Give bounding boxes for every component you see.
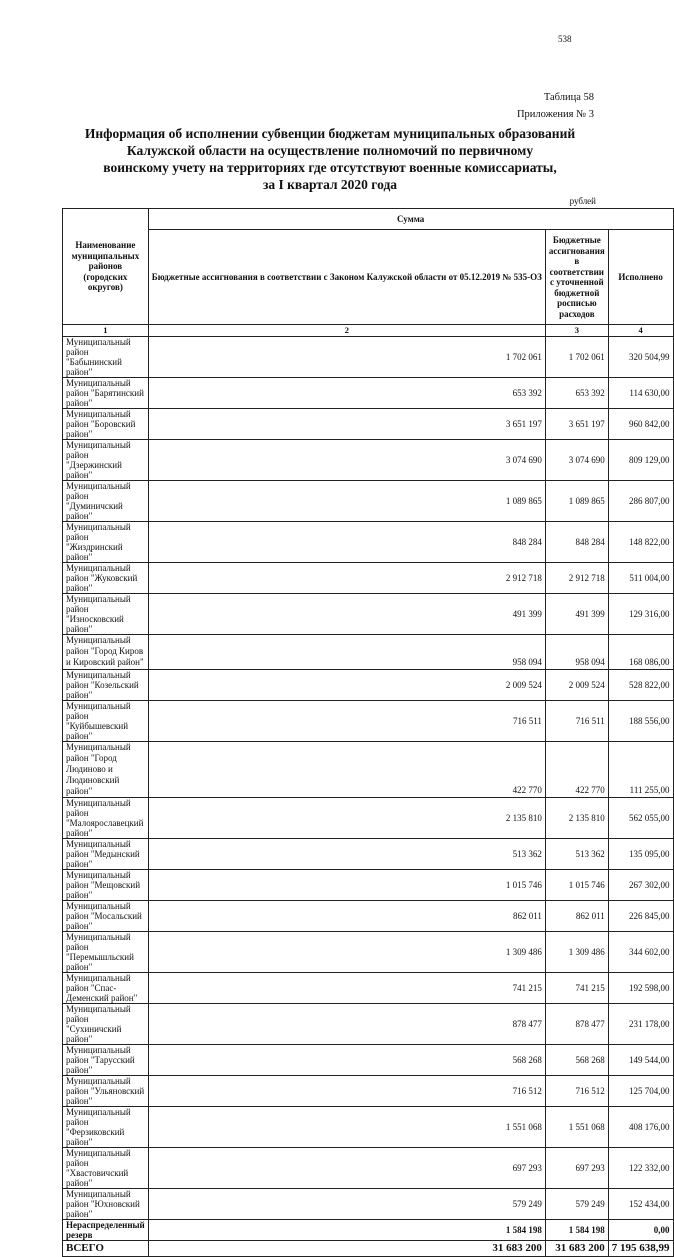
refined-allocation-cell: 491 399 bbox=[545, 593, 608, 634]
table-row bbox=[63, 900, 674, 931]
district-name-cell: Муниципальный район "Сухиничский район" bbox=[63, 1003, 149, 1044]
refined-allocation-cell: 422 770 bbox=[545, 741, 608, 797]
refined-allocation-cell: 579 249 bbox=[545, 1188, 608, 1219]
executed-cell: 960 842,00 bbox=[608, 408, 673, 439]
executed-cell: 188 556,00 bbox=[608, 700, 673, 741]
executed-cell: 231 178,00 bbox=[608, 1003, 673, 1044]
executed-cell: 125 704,00 bbox=[608, 1075, 673, 1106]
law-allocation-cell: 1 584 198 bbox=[148, 1219, 545, 1240]
table-row bbox=[63, 869, 674, 900]
law-allocation-cell: 31 683 200 bbox=[148, 1240, 545, 1257]
document-title bbox=[60, 125, 600, 193]
table-row bbox=[63, 377, 674, 408]
executed-cell: 267 302,00 bbox=[608, 869, 673, 900]
district-name-cell: Муниципальный район "Ферзиковский район" bbox=[63, 1106, 149, 1147]
executed-cell: 344 602,00 bbox=[608, 931, 673, 972]
table-row bbox=[63, 593, 674, 634]
refined-allocation-cell: 878 477 bbox=[545, 1003, 608, 1044]
refined-allocation-cell: 1 089 865 bbox=[545, 480, 608, 521]
refined-allocation-cell: 1 702 061 bbox=[545, 336, 608, 377]
district-name-cell: Муниципальный район "Дзержинский район" bbox=[63, 439, 149, 480]
table-row bbox=[63, 562, 674, 593]
table-row bbox=[63, 521, 674, 562]
district-name-cell: ВСЕГО bbox=[63, 1240, 149, 1257]
table-row bbox=[63, 634, 674, 669]
district-name-cell: Муниципальный район "Жуковский район" bbox=[63, 562, 149, 593]
executed-cell: 122 332,00 bbox=[608, 1147, 673, 1188]
district-name-cell: Муниципальный район "Жиздринский район" bbox=[63, 521, 149, 562]
law-allocation-cell: 653 392 bbox=[148, 377, 545, 408]
refined-allocation-cell: 958 094 bbox=[545, 634, 608, 669]
title-line: Калужской области на осуществление полномочий по первичному bbox=[126, 143, 534, 158]
law-allocation-cell: 568 268 bbox=[148, 1044, 545, 1075]
executed-cell: 286 807,00 bbox=[608, 480, 673, 521]
district-name-cell: Муниципальный район "Медынский район" bbox=[63, 838, 149, 869]
refined-allocation-cell: 513 362 bbox=[545, 838, 608, 869]
law-allocation-cell: 579 249 bbox=[148, 1188, 545, 1219]
refined-allocation-cell: 2 009 524 bbox=[545, 669, 608, 700]
executed-cell: 0,00 bbox=[608, 1219, 673, 1240]
table-row bbox=[63, 931, 674, 972]
refined-allocation-cell: 1 584 198 bbox=[545, 1219, 608, 1240]
table-row bbox=[63, 797, 674, 838]
units-label: рублей bbox=[569, 196, 596, 206]
executed-cell: 192 598,00 bbox=[608, 972, 673, 1003]
law-allocation-cell: 741 215 bbox=[148, 972, 545, 1003]
law-allocation-cell: 2 135 810 bbox=[148, 797, 545, 838]
law-allocation-cell: 878 477 bbox=[148, 1003, 545, 1044]
law-allocation-cell: 1 089 865 bbox=[148, 480, 545, 521]
table-row bbox=[63, 1003, 674, 1044]
table-row bbox=[63, 838, 674, 869]
table-row bbox=[63, 972, 674, 1003]
column-index: 4 bbox=[608, 325, 673, 337]
executed-cell: 129 316,00 bbox=[608, 593, 673, 634]
executed-cell: 7 195 638,99 bbox=[608, 1240, 673, 1257]
refined-allocation-cell: 716 511 bbox=[545, 700, 608, 741]
table-row bbox=[63, 700, 674, 741]
law-allocation-cell: 3 074 690 bbox=[148, 439, 545, 480]
district-name-cell: Муниципальный район "Думиничский район" bbox=[63, 480, 149, 521]
district-name-cell: Муниципальный район "Город Киров и Кировский район" bbox=[63, 634, 149, 669]
header-refined-allocation: Бюджетные ассигнования в соответствии с уточненной бюджетной росписью расходов bbox=[545, 230, 608, 325]
law-allocation-cell: 1 015 746 bbox=[148, 869, 545, 900]
table-row bbox=[63, 1188, 674, 1219]
district-name-cell: Муниципальный район "Перемышльский район" bbox=[63, 931, 149, 972]
law-allocation-cell: 697 293 bbox=[148, 1147, 545, 1188]
refined-allocation-cell: 3 074 690 bbox=[545, 439, 608, 480]
table-row bbox=[63, 439, 674, 480]
executed-cell: 809 129,00 bbox=[608, 439, 673, 480]
refined-allocation-cell: 2 135 810 bbox=[545, 797, 608, 838]
district-name-cell: Нераспределенный резерв bbox=[63, 1219, 149, 1240]
table-row bbox=[63, 1147, 674, 1188]
law-allocation-cell: 422 770 bbox=[148, 741, 545, 797]
law-allocation-cell: 716 511 bbox=[148, 700, 545, 741]
table-row bbox=[63, 1106, 674, 1147]
page-number: 538 bbox=[558, 34, 572, 44]
executed-cell: 111 255,00 bbox=[608, 741, 673, 797]
executed-cell: 528 822,00 bbox=[608, 669, 673, 700]
law-allocation-cell: 848 284 bbox=[148, 521, 545, 562]
law-allocation-cell: 491 399 bbox=[148, 593, 545, 634]
table-row bbox=[63, 1219, 674, 1240]
refined-allocation-cell: 31 683 200 bbox=[545, 1240, 608, 1257]
executed-cell: 168 086,00 bbox=[608, 634, 673, 669]
law-allocation-cell: 3 651 197 bbox=[148, 408, 545, 439]
column-index: 2 bbox=[148, 325, 545, 337]
refined-allocation-cell: 697 293 bbox=[545, 1147, 608, 1188]
refined-allocation-cell: 2 912 718 bbox=[545, 562, 608, 593]
table-row bbox=[63, 1075, 674, 1106]
district-name-cell: Муниципальный район "Мосальский район" bbox=[63, 900, 149, 931]
district-name-cell: Муниципальный район "Город Людиново и Людиновский район" bbox=[63, 741, 149, 797]
executed-cell: 148 822,00 bbox=[608, 521, 673, 562]
district-name-cell: Муниципальный район "Хвастовичский район" bbox=[63, 1147, 149, 1188]
law-allocation-cell: 2 912 718 bbox=[148, 562, 545, 593]
law-allocation-cell: 2 009 524 bbox=[148, 669, 545, 700]
title-line: за I квартал 2020 года bbox=[262, 177, 398, 192]
law-allocation-cell: 862 011 bbox=[148, 900, 545, 931]
refined-allocation-cell: 3 651 197 bbox=[545, 408, 608, 439]
table-row bbox=[63, 669, 674, 700]
district-name-cell: Муниципальный район "Износковский район" bbox=[63, 593, 149, 634]
executed-cell: 320 504,99 bbox=[608, 336, 673, 377]
subvention-table bbox=[62, 208, 674, 1257]
refined-allocation-cell: 1 309 486 bbox=[545, 931, 608, 972]
district-name-cell: Муниципальный район "Барятинский район" bbox=[63, 377, 149, 408]
law-allocation-cell: 958 094 bbox=[148, 634, 545, 669]
district-name-cell: Муниципальный район "Мещовский район" bbox=[63, 869, 149, 900]
refined-allocation-cell: 862 011 bbox=[545, 900, 608, 931]
table-row bbox=[63, 336, 674, 377]
refined-allocation-cell: 1 551 068 bbox=[545, 1106, 608, 1147]
header-executed: Исполнено bbox=[608, 230, 673, 325]
refined-allocation-cell: 741 215 bbox=[545, 972, 608, 1003]
district-name-cell: Муниципальный район "Куйбышевский район" bbox=[63, 700, 149, 741]
executed-cell: 408 176,00 bbox=[608, 1106, 673, 1147]
law-allocation-cell: 716 512 bbox=[148, 1075, 545, 1106]
table-reference: Таблица 58 bbox=[543, 92, 594, 103]
district-name-cell: Муниципальный район "Ульяновский район" bbox=[63, 1075, 149, 1106]
executed-cell: 149 544,00 bbox=[608, 1044, 673, 1075]
district-name-cell: Муниципальный район "Тарусский район" bbox=[63, 1044, 149, 1075]
district-name-cell: Муниципальный район "Спас-Деменский район" bbox=[63, 972, 149, 1003]
law-allocation-cell: 1 551 068 bbox=[148, 1106, 545, 1147]
law-allocation-cell: 1 702 061 bbox=[148, 336, 545, 377]
executed-cell: 226 845,00 bbox=[608, 900, 673, 931]
appendix-reference: Приложения № 3 bbox=[516, 109, 594, 120]
law-allocation-cell: 1 309 486 bbox=[148, 931, 545, 972]
header-sum: Сумма bbox=[148, 209, 673, 230]
district-name-cell: Муниципальный район "Юхновский район" bbox=[63, 1188, 149, 1219]
title-line: Информация об исполнении субвенции бюджетам муниципальных образований bbox=[84, 126, 576, 141]
district-name-cell: Муниципальный район "Козельский район" bbox=[63, 669, 149, 700]
refined-allocation-cell: 653 392 bbox=[545, 377, 608, 408]
executed-cell: 152 434,00 bbox=[608, 1188, 673, 1219]
district-name-cell: Муниципальный район "Боровский район" bbox=[63, 408, 149, 439]
title-line: воинскому учету на территориях где отсутствуют военные комиссариаты, bbox=[103, 160, 557, 175]
table-body bbox=[63, 336, 674, 1257]
executed-cell: 511 004,00 bbox=[608, 562, 673, 593]
table-row bbox=[63, 1044, 674, 1075]
law-allocation-cell: 513 362 bbox=[148, 838, 545, 869]
column-index: 1 bbox=[63, 325, 149, 337]
district-name-cell: Муниципальный район "Малоярославецкий район" bbox=[63, 797, 149, 838]
column-index: 3 bbox=[545, 325, 608, 337]
executed-cell: 135 095,00 bbox=[608, 838, 673, 869]
header-law-allocation: Бюджетные ассигнования в соответствии с Законом Калужской области от 05.12.2019 № 535-ОЗ bbox=[148, 230, 545, 325]
table-row bbox=[63, 408, 674, 439]
refined-allocation-cell: 1 015 746 bbox=[545, 869, 608, 900]
table-row bbox=[63, 1240, 674, 1257]
executed-cell: 114 630,00 bbox=[608, 377, 673, 408]
table-row bbox=[63, 741, 674, 797]
header-name: Наименование муниципальных районов (городских округов) bbox=[63, 209, 149, 325]
refined-allocation-cell: 716 512 bbox=[545, 1075, 608, 1106]
refined-allocation-cell: 568 268 bbox=[545, 1044, 608, 1075]
table-row bbox=[63, 480, 674, 521]
executed-cell: 562 055,00 bbox=[608, 797, 673, 838]
refined-allocation-cell: 848 284 bbox=[545, 521, 608, 562]
district-name-cell: Муниципальный район "Бабынинский район" bbox=[63, 336, 149, 377]
